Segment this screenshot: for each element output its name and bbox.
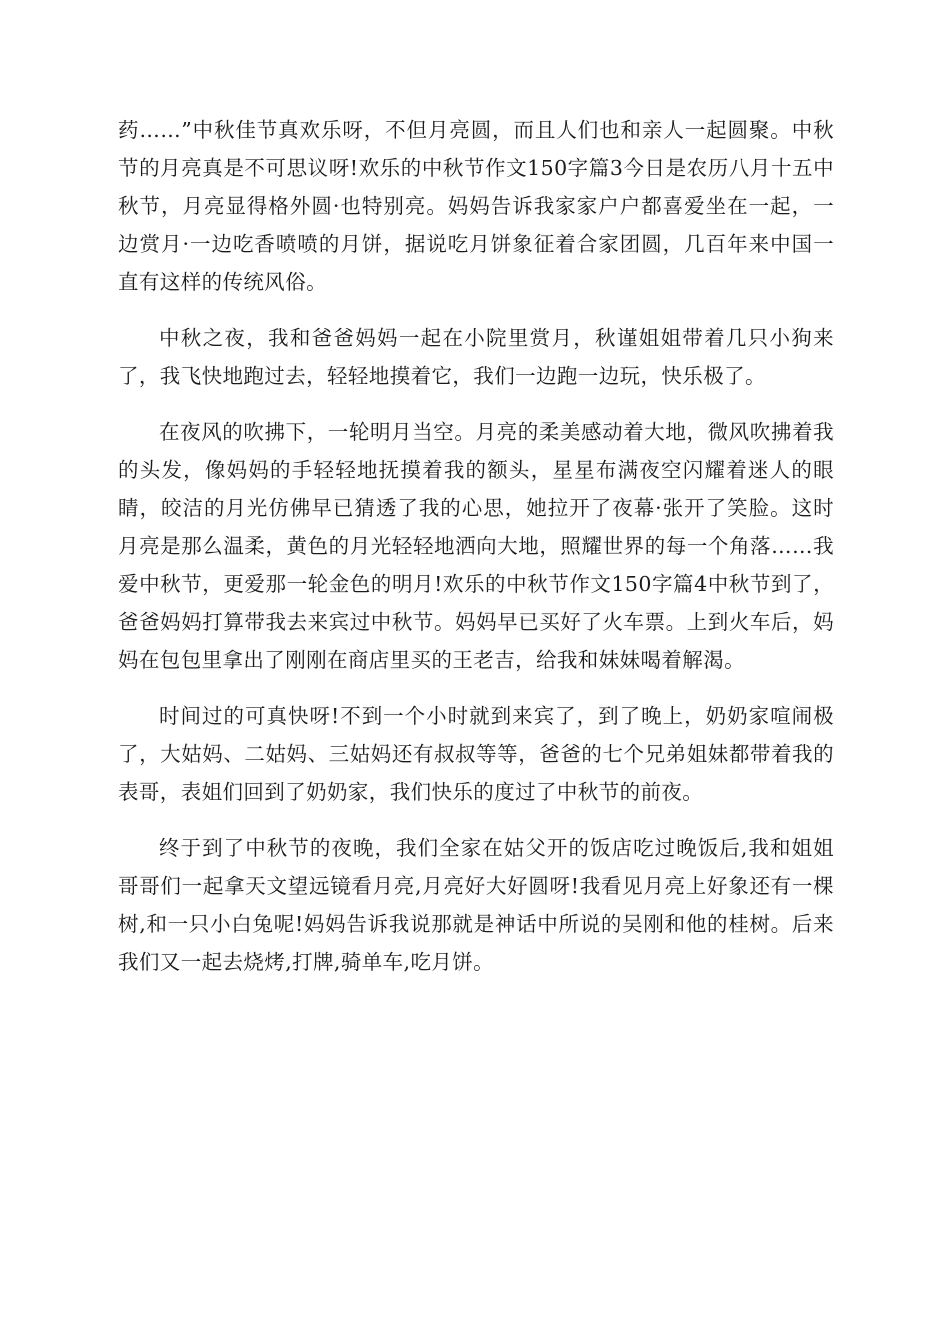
paragraph-4: 时间过的可真快呀!不到一个小时就到来宾了，到了晚上，奶奶家喧闹极了，大姑妈、二姑妈、三姑妈还有叔叔等等，爸爸的七个兄弟姐妹都带着我的表哥，表姐们回到了奶奶家，我们快乐的度过了中秋节的前夜。: [118, 704, 834, 804]
paragraph-1: 药……”中秋佳节真欢乐呀，不但月亮圆，而且人们也和亲人一起圆聚。中秋节的月亮真是不可思议呀!欢乐的中秋节作文150字篇3今日是农历八月十五中秋节，月亮显得格外圆·也特别亮。妈妈告诉我家家户户都喜爱坐在一起，一边赏月·一边吃香喷喷的月饼，据说吃月饼象征着合家团圆，几百年来中国一直有这样的传统风俗。: [118, 118, 834, 294]
document-body: [118, 111, 834, 999]
paragraph-3: 在夜风的吹拂下，一轮明月当空。月亮的柔美感动着大地，微风吹拂着我的头发，像妈妈的手轻轻地抚摸着我的额头，星星布满夜空闪耀着迷人的眼睛，皎洁的月光仿佛早已猜透了我的心思，她拉开了夜幕·张开了笑脸。这时月亮是那么温柔，黄色的月光轻轻地洒向大地，照耀世界的每一个角落……我爱中秋节，更爱那一轮金色的明月!欢乐的中秋节作文150字篇4中秋节到了，爸爸妈妈打算带我去来宾过中秋节。妈妈早已买好了火车票。上到火车后，妈妈在包包里拿出了刚刚在商店里买的王老吉，给我和妹妹喝着解渴。: [118, 420, 834, 672]
paragraph-2: 中秋之夜，我和爸爸妈妈一起在小院里赏月，秋谨姐姐带着几只小狗来了，我飞快地跑过去，轻轻地摸着它，我们一边跑一边玩，快乐极了。: [118, 326, 834, 388]
paragraph-5: 终于到了中秋节的夜晚，我们全家在姑父开的饭店吃过晚饭后,我和姐姐哥哥们一起拿天文望远镜看月亮,月亮好大好圆呀!我看见月亮上好象还有一棵树,和一只小白兔呢!妈妈告诉我说那就是神话中所说的吴刚和他的桂树。后来我们又一起去烧烤,打牌,骑单车,吃月饼。: [118, 836, 834, 974]
